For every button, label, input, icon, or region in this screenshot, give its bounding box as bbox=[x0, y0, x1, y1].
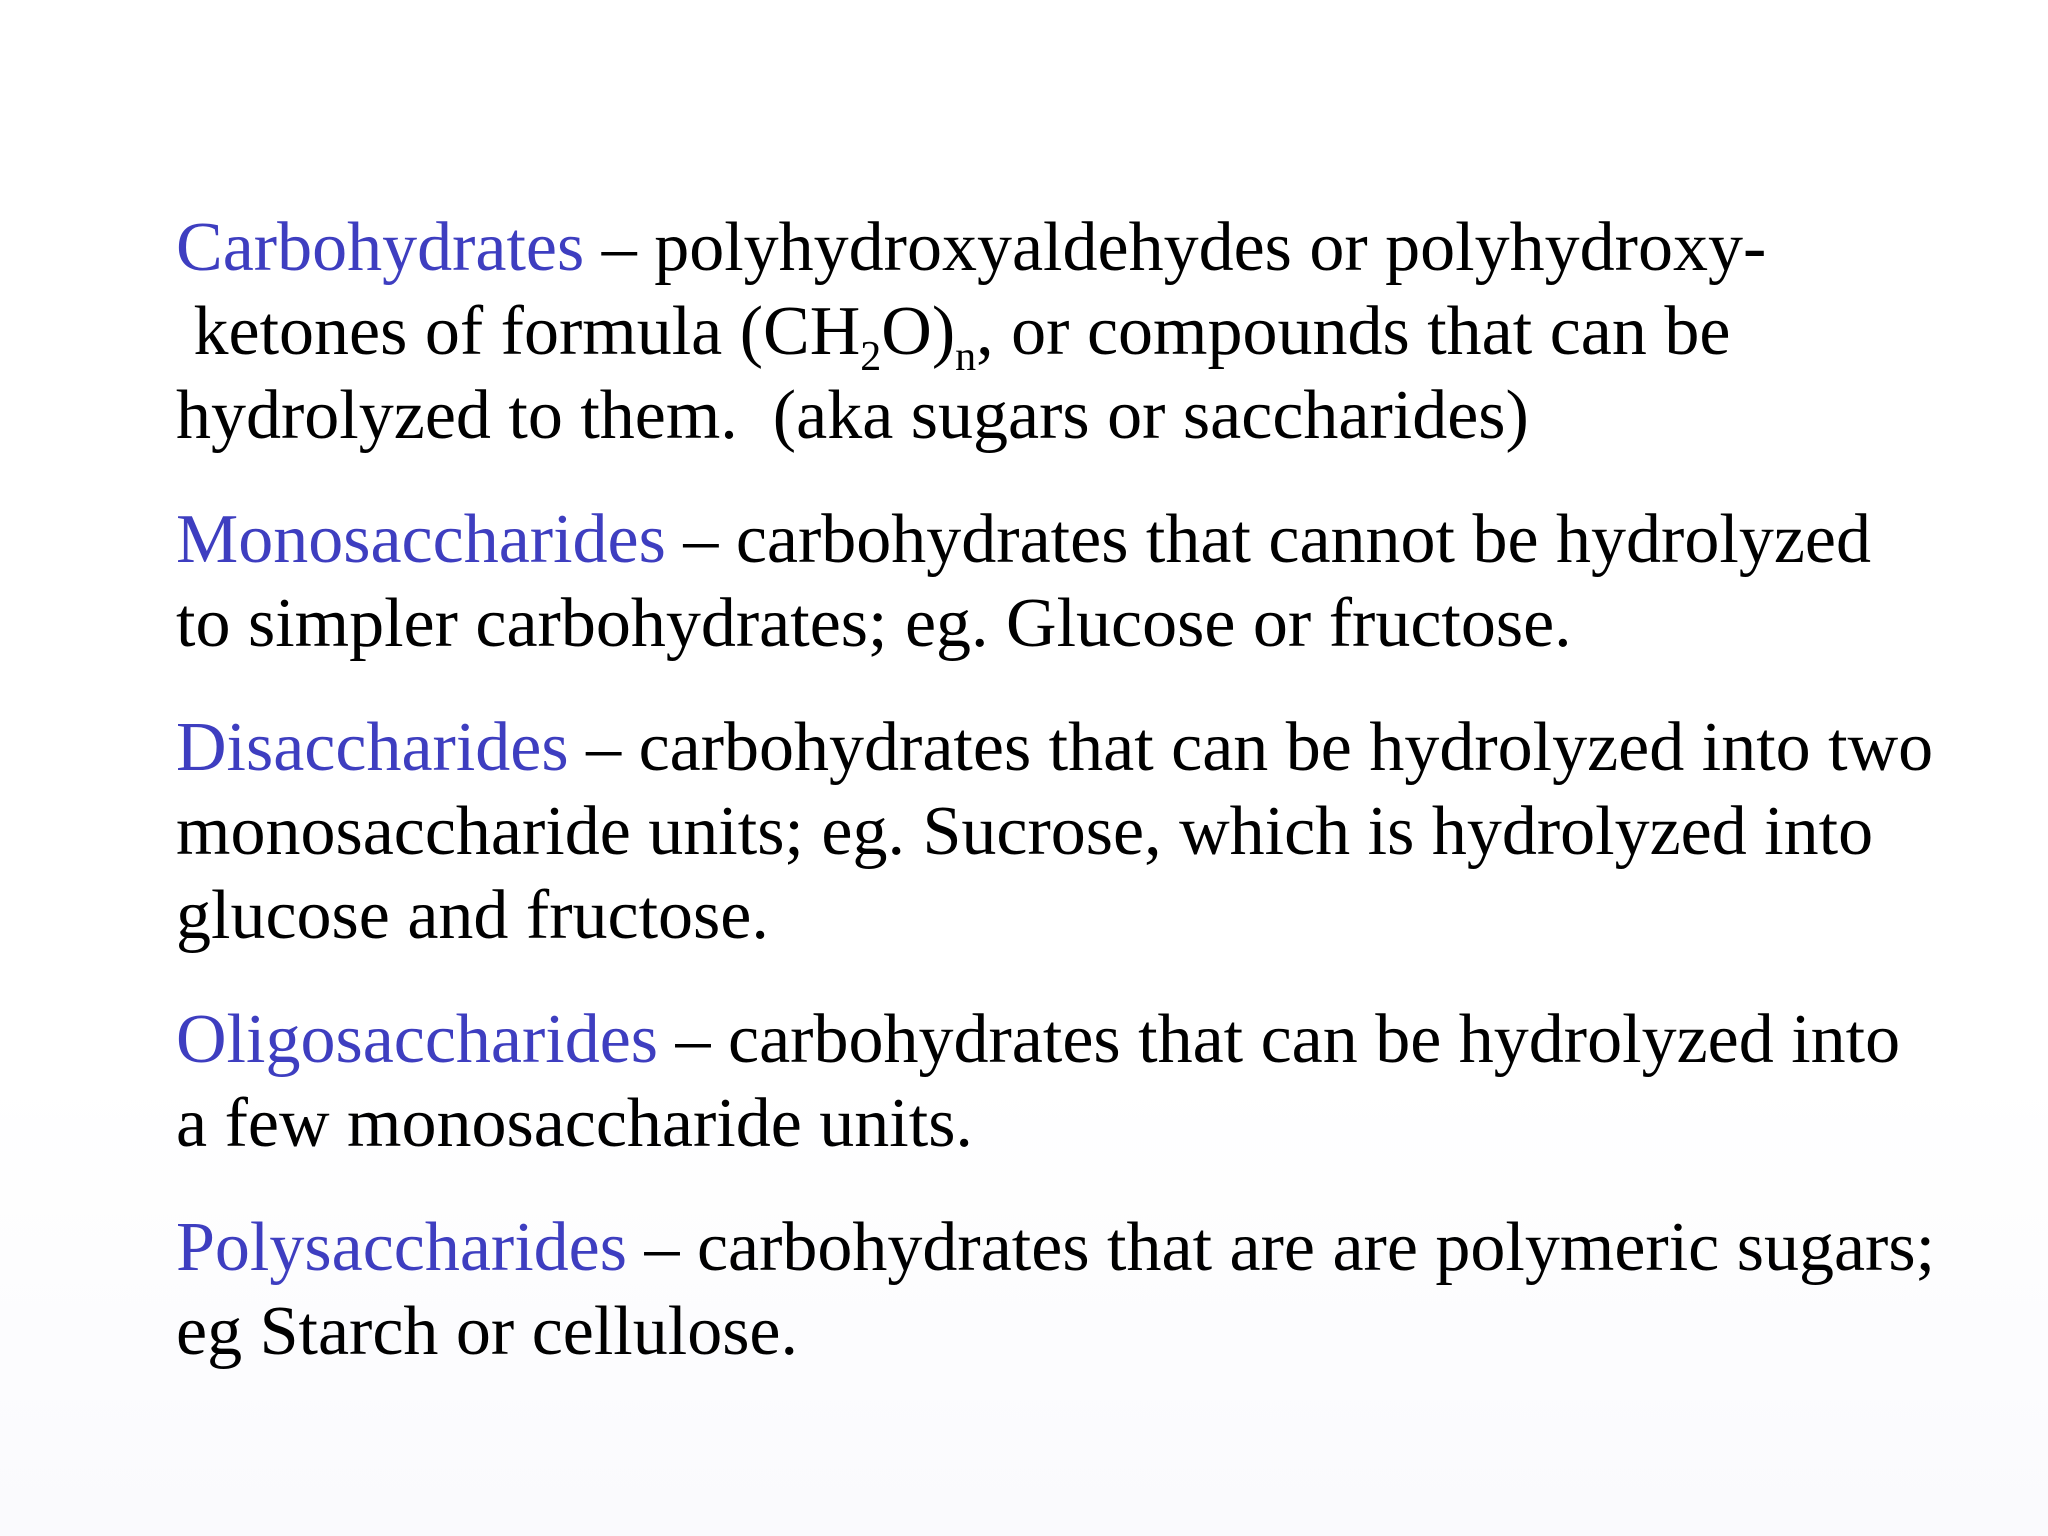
definition-text: polyhydroxyaldehydes or polyhydroxy- ketones of formula (CH bbox=[176, 209, 1767, 370]
term-dash: – bbox=[568, 709, 639, 786]
term-dash: – bbox=[658, 1001, 729, 1078]
definition-text: carbohydrates that can be hydrolyzed into two monosaccharide units; eg. Sucrose, which is hydrolyzed into glucose and fructose. bbox=[176, 709, 1934, 954]
formula-subscript-2: 2 bbox=[860, 334, 882, 380]
definitions-list bbox=[176, 206, 1936, 1374]
term-monosaccharides: Monosaccharides bbox=[176, 501, 666, 578]
formula-text: O) bbox=[881, 293, 956, 370]
term-dash: – bbox=[665, 501, 736, 578]
term-oligosaccharides: Oligosaccharides bbox=[176, 1001, 659, 1078]
definition-text: carbohydrates that cannot be hydrolyzed to simpler carbohydrates; eg. Glucose or fructose. bbox=[176, 501, 1871, 662]
definition-text: , or compounds that can be hydrolyzed to them. (aka sugars or saccharides) bbox=[176, 293, 1731, 454]
definition-monosaccharides bbox=[176, 498, 1936, 666]
definition-text: carbohydrates that can be hydrolyzed into a few monosaccharide units. bbox=[176, 1001, 1901, 1162]
formula-subscript-n: n bbox=[955, 334, 977, 380]
definition-text: carbohydrates that are are polymeric sugars; eg Starch or cellulose. bbox=[176, 1209, 1936, 1370]
term-polysaccharides: Polysaccharides bbox=[176, 1209, 627, 1286]
term-carbohydrates: Carbohydrates bbox=[176, 209, 585, 286]
term-disaccharides: Disaccharides bbox=[176, 709, 569, 786]
term-dash: – bbox=[626, 1209, 697, 1286]
term-dash: – bbox=[584, 209, 655, 286]
definition-oligosaccharides bbox=[176, 998, 1936, 1166]
definition-disaccharides bbox=[176, 706, 1936, 958]
definition-carbohydrates bbox=[176, 206, 1936, 458]
definition-polysaccharides bbox=[176, 1206, 1936, 1374]
